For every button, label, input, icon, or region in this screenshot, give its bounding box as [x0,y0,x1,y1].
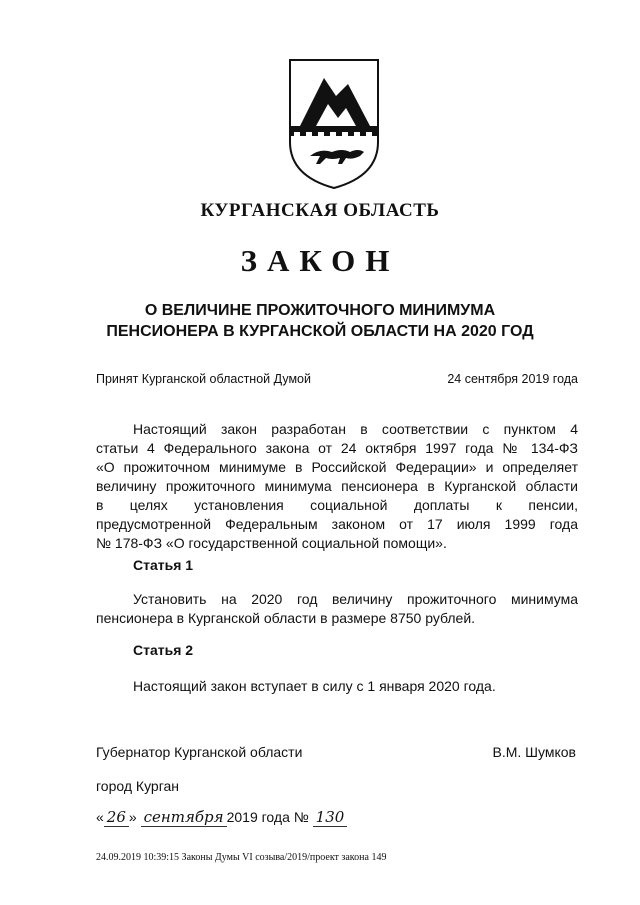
handwritten-month: сентября [141,808,227,827]
year-and-number-label: 2019 года № [226,809,309,825]
paragraph-line: величину прожиточного минимума пенсионера в Курганской области [96,478,578,494]
paragraph-line: № 178-ФЗ «О государственной социальной помощи». [96,535,447,551]
document-footer: 24.09.2019 10:39:15 Законы Думы VI созыва/2019/проект закона 149 [96,852,387,863]
paragraph-line: статьи 4 Федерального закона от 24 октября 1997 года № 134-ФЗ [96,440,578,456]
signatory-name: В.М. Шумков [492,744,576,760]
signing-date-line [96,808,347,826]
law-subject [0,300,640,342]
document-type-title: ЗАКОН [240,243,400,278]
preamble-paragraph [96,420,578,553]
paragraph-line: Установить на 2020 год величину прожиточного минимума [133,591,578,607]
signatory-position: Губернатор Курганской области [96,744,303,760]
handwritten-day: 26 [104,808,129,827]
paragraph-line: в целях установления социальной доплаты к пенсии, [96,497,578,513]
paragraph-line: Настоящий закон вступает в силу с 1 января 2020 года. [133,678,496,694]
quote-open: « [96,809,104,825]
article-1-title: Статья 1 [133,557,194,573]
paragraph-line: Настоящий закон разработан в соответствии с пунктом 4 [133,421,578,437]
article-2-title: Статья 2 [133,642,194,658]
article-2-text [96,677,578,696]
handwritten-law-number: 130 [313,808,348,827]
law-subject-line: ПЕНСИОНЕРА В КУРГАНСКОЙ ОБЛАСТИ НА 2020 ГОД [106,323,534,340]
paragraph-line: пенсионера в Курганской области в размере 8750 рублей. [96,610,476,626]
adoption-date: 24 сентября 2019 года [447,372,578,386]
law-subject-line: О ВЕЛИЧИНЕ ПРОЖИТОЧНОГО МИНИМУМА [144,302,496,319]
quote-close: » [128,809,137,825]
adopted-by: Принят Курганской областной Думой [96,372,311,386]
paragraph-line: предусмотренной Федеральным законом от 17 июля 1999 года [96,516,578,532]
signing-city: город Курган [96,778,180,794]
article-1-text [96,590,578,628]
coat-of-arms-emblem [286,56,382,192]
region-heading: КУРГАНСКАЯ ОБЛАСТЬ [200,200,440,221]
paragraph-line: «О прожиточном минимуме в Российской Федерации» и определяет [96,459,578,475]
